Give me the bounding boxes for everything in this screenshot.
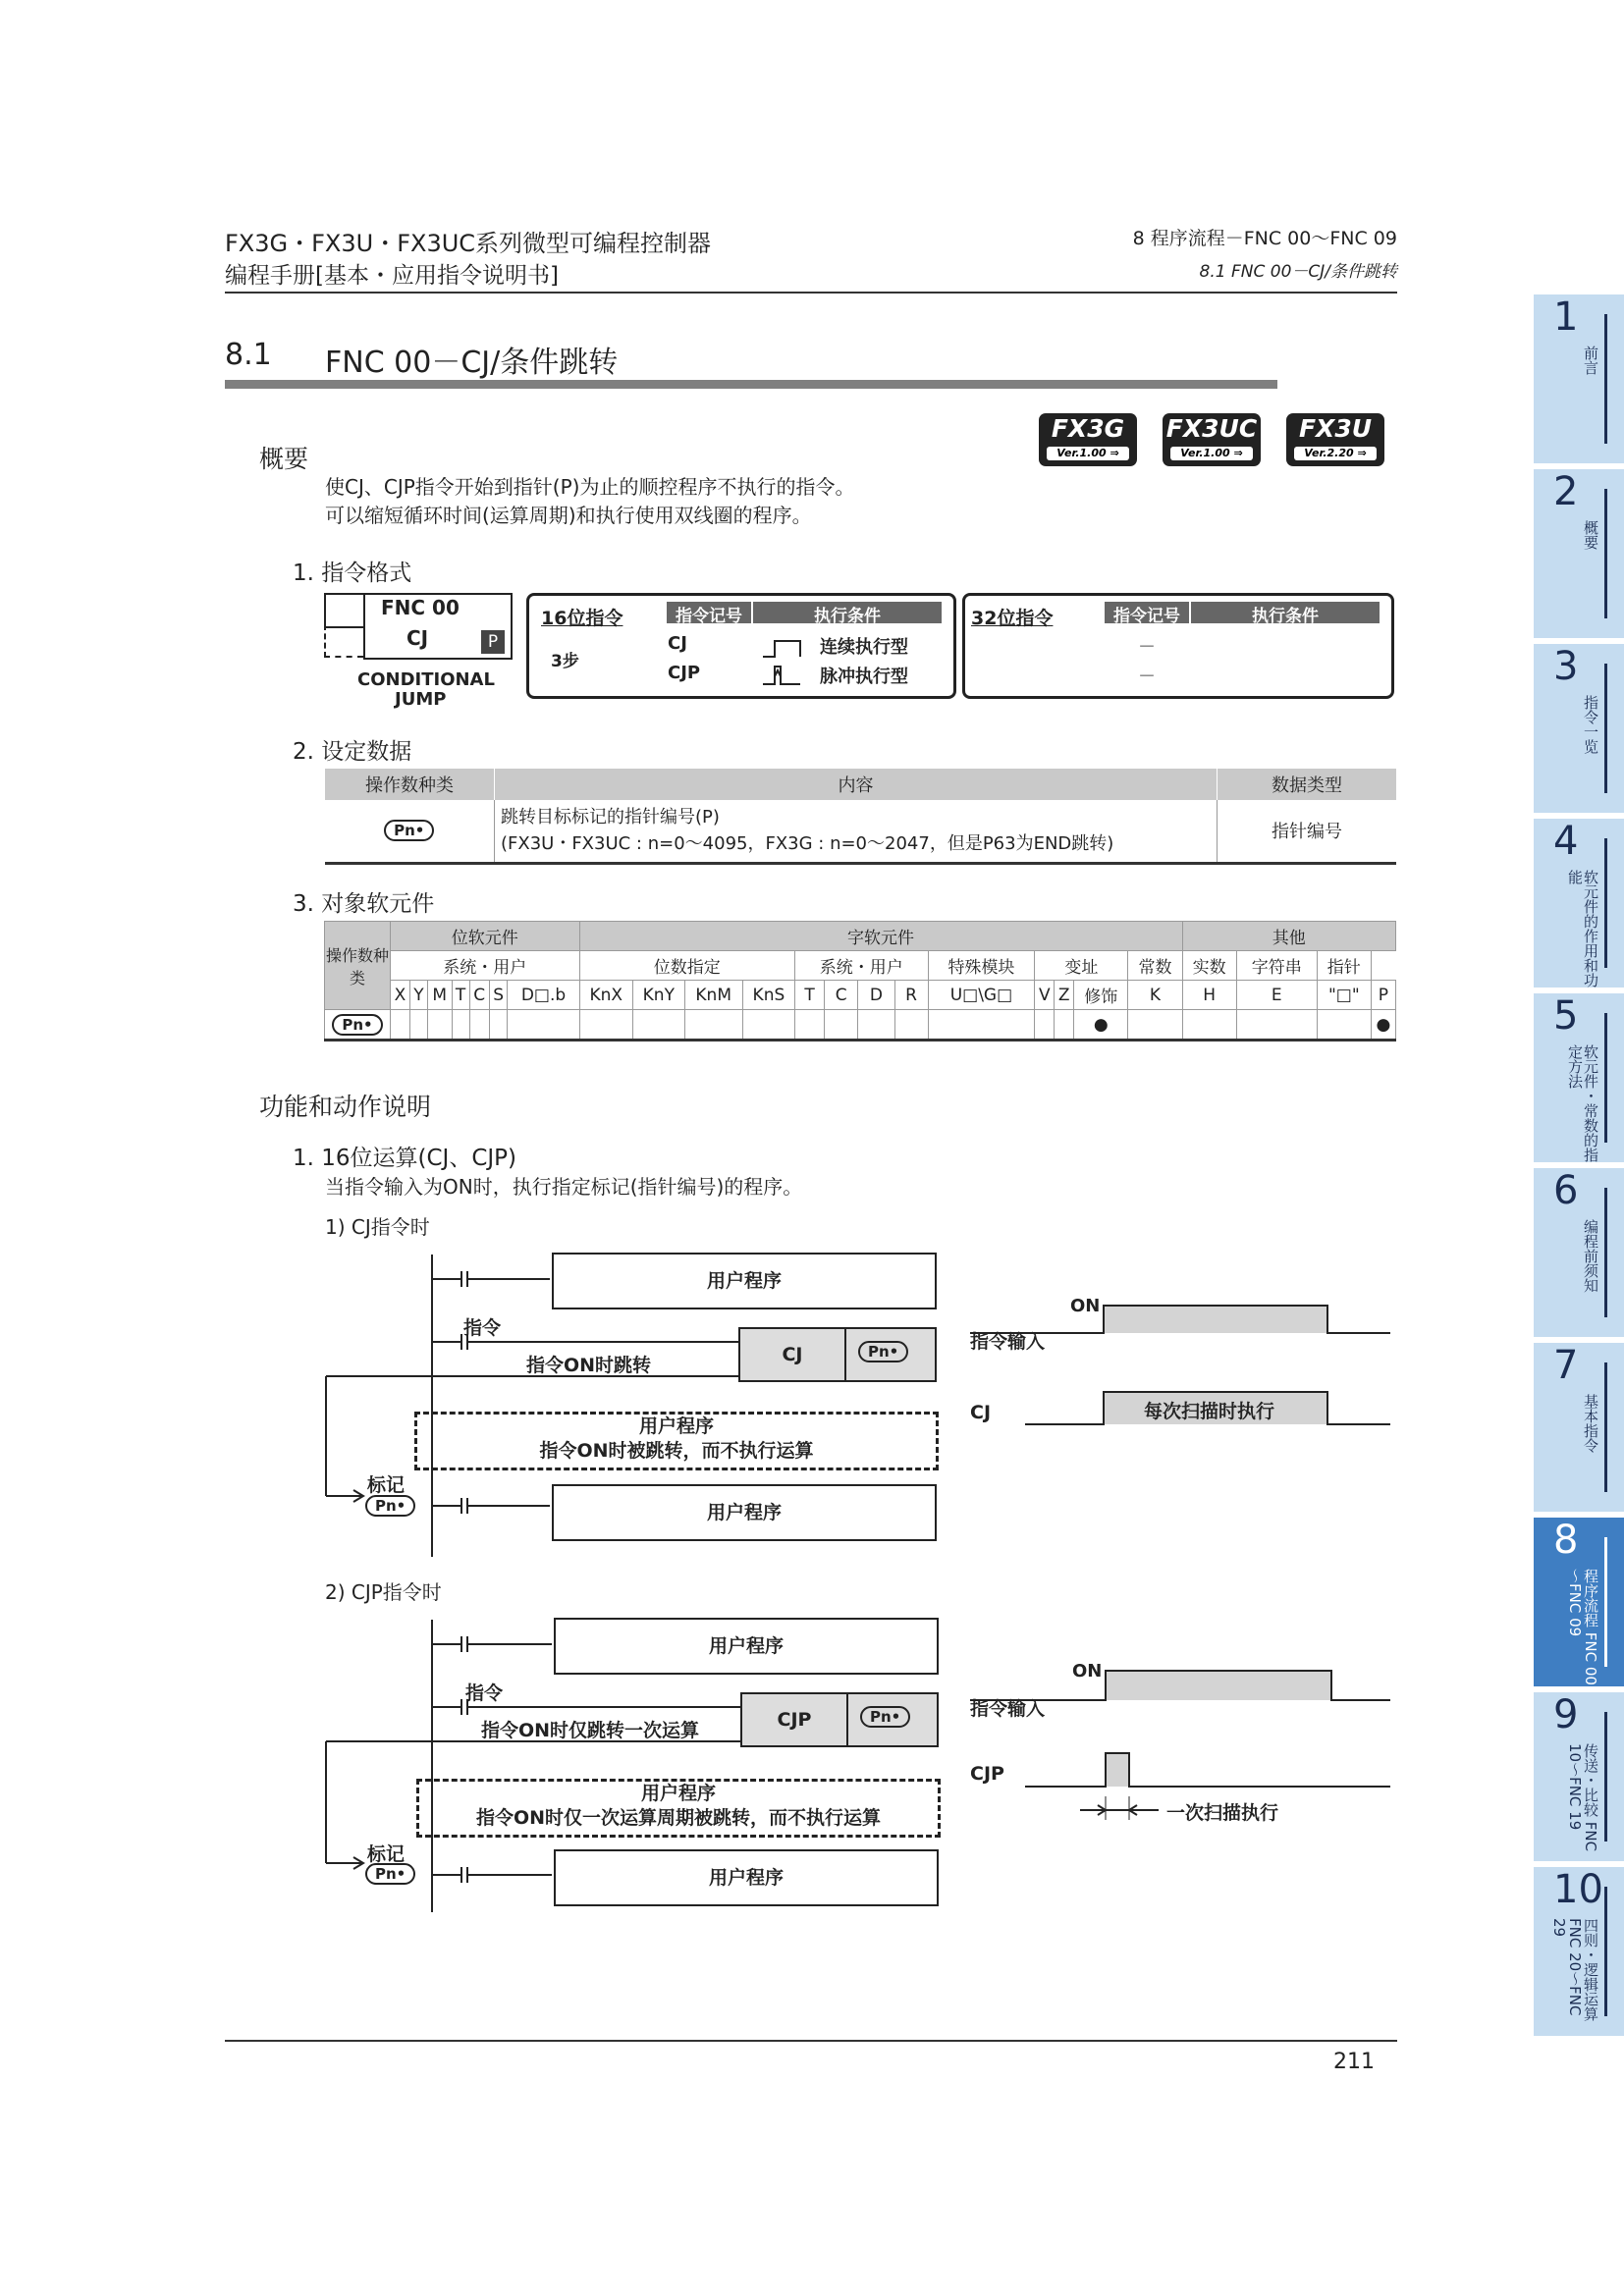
device-mark	[1236, 1010, 1317, 1041]
tab-bar	[1604, 1188, 1607, 1317]
tab-chapter-9[interactable]	[1534, 1692, 1624, 1861]
device-mark	[825, 1010, 858, 1041]
cj-operand: Pn•	[858, 1341, 908, 1362]
format-heading: 1. 指令格式	[293, 561, 412, 586]
device-col: 修饰	[1074, 981, 1128, 1010]
device-mark	[1182, 1010, 1236, 1041]
tab-bar	[1604, 1887, 1607, 2016]
setdata-content2: (FX3U・FX3UC : n=0～4095，FX3G : n=0～2047，但是P63为END跳转)	[501, 833, 1114, 855]
bit32-col2: 执行条件	[1191, 602, 1380, 623]
bit16-col1: 指令记号	[667, 602, 751, 623]
header-chapter: 8 程序流程－FNC 00～FNC 09	[1132, 228, 1397, 249]
device-mark	[928, 1010, 1035, 1041]
function-desc: 当指令输入为ON时，执行指定标记(指针编号)的程序。	[325, 1175, 803, 1199]
function-sub1: 1. 16位运算(CJ、CJP)	[293, 1146, 517, 1171]
device-mark: ●	[1371, 1010, 1395, 1041]
name-line1: CONDITIONAL	[357, 669, 495, 690]
bit16-title: 16位指令	[541, 608, 623, 629]
device-col: "□"	[1317, 981, 1371, 1010]
device-sub: 字符串	[1236, 951, 1317, 981]
badge-fx3g: FX3G Ver.1.00 ⇒	[1039, 413, 1137, 466]
instruction-label: 指令	[465, 1682, 504, 1704]
tab-chapter-2[interactable]	[1534, 469, 1624, 638]
device-sub: 系统・用户	[391, 951, 580, 981]
tab-number: 6	[1553, 1168, 1579, 1213]
device-mark	[409, 1010, 427, 1041]
devices-heading: 3. 对象软元件	[293, 891, 435, 917]
device-col: Z	[1055, 981, 1074, 1010]
device-col: C	[825, 981, 858, 1010]
tab-bar	[1604, 489, 1607, 618]
tab-label: 软元件的作用和功能	[1566, 870, 1599, 988]
tab-chapter-4[interactable]	[1534, 819, 1624, 988]
overview-line2: 可以缩短循环时间(运算周期)和执行使用双线圈的程序。	[325, 504, 812, 527]
cjp-operand: Pn•	[860, 1706, 910, 1728]
setdata-h2: 内容	[495, 769, 1218, 800]
tab-number: 9	[1553, 1692, 1579, 1737]
device-sub: 实数	[1182, 951, 1236, 981]
mnemonic: CJ	[406, 626, 429, 650]
tab-chapter-7[interactable]	[1534, 1343, 1624, 1512]
device-rowhead: 操作数种类	[325, 922, 391, 1010]
skipped-line1: 用户程序	[638, 1415, 714, 1437]
device-mark	[489, 1010, 508, 1041]
bit16-col2: 执行条件	[753, 602, 942, 623]
setdata-table	[324, 769, 1396, 865]
skipped-program	[416, 1779, 941, 1838]
device-col: S	[489, 981, 508, 1010]
device-mark	[508, 1010, 579, 1041]
device-mark	[1055, 1010, 1074, 1041]
tab-chapter-6[interactable]	[1534, 1168, 1624, 1337]
tab-chapter-8[interactable]	[1534, 1518, 1624, 1686]
tab-number: 7	[1553, 1343, 1579, 1388]
device-mark	[684, 1010, 742, 1041]
tab-chapter-3[interactable]	[1534, 644, 1624, 813]
tab-number: 5	[1553, 993, 1579, 1039]
user-program-block: 用户程序	[552, 1253, 937, 1309]
device-col: V	[1035, 981, 1055, 1010]
label-text: 标记	[367, 1843, 406, 1865]
cj-cmd: CJ	[740, 1329, 846, 1380]
bit32-row1: －	[1138, 637, 1156, 658]
cjp-cmd: CJP	[742, 1694, 848, 1745]
device-mark	[742, 1010, 794, 1041]
device-mark	[858, 1010, 894, 1041]
user-program-after: 用户程序	[552, 1484, 937, 1541]
cjp-instruction-block	[740, 1692, 939, 1747]
tab-chapter-1[interactable]	[1534, 294, 1624, 463]
tab-bar	[1604, 1013, 1607, 1143]
setdata-type: 指针编号	[1218, 800, 1397, 863]
device-sub: 变址	[1035, 951, 1128, 981]
bit16-steps: 3步	[551, 652, 579, 671]
header-title: FX3G・FX3U・FX3UC系列微型可编程控制器	[225, 230, 712, 257]
device-mark	[469, 1010, 489, 1041]
section-bar	[225, 380, 1277, 389]
tab-bar	[1604, 664, 1607, 793]
tab-number: 8	[1553, 1518, 1579, 1563]
bit16-cond1: 连续执行型	[820, 637, 908, 658]
device-mark	[452, 1010, 469, 1041]
device-col: D□.b	[508, 981, 579, 1010]
label-text: 标记	[367, 1474, 406, 1496]
bit16-cj: CJ	[668, 633, 687, 654]
device-col: T	[794, 981, 824, 1010]
label-pointer: Pn•	[365, 1863, 415, 1885]
setdata-heading: 2. 设定数据	[293, 739, 412, 765]
tab-label: 程序流程 FNC 00～FNC 09	[1566, 1569, 1599, 1685]
device-col: P	[1371, 981, 1395, 1010]
cj-instruction-block	[738, 1327, 937, 1382]
badge-fx3u: FX3U Ver.2.20 ⇒	[1286, 413, 1384, 466]
device-mark	[1035, 1010, 1055, 1041]
device-mark	[427, 1010, 452, 1041]
overview-heading: 概要	[259, 445, 309, 473]
name-line2: JUMP	[395, 689, 447, 710]
pulse-mark: P	[481, 630, 505, 654]
tab-bar	[1604, 314, 1607, 444]
device-mark	[1317, 1010, 1371, 1041]
case1-heading: 1) CJ指令时	[325, 1215, 430, 1239]
device-group-other: 其他	[1182, 922, 1395, 951]
device-col: D	[858, 981, 894, 1010]
device-col: Y	[409, 981, 427, 1010]
device-col: M	[427, 981, 452, 1010]
device-col: KnS	[742, 981, 794, 1010]
once-scan-label: 一次扫描执行	[1166, 1802, 1279, 1824]
device-col: T	[452, 981, 469, 1010]
device-col: U□\G□	[928, 981, 1035, 1010]
header-divider	[225, 292, 1397, 294]
device-mark	[794, 1010, 824, 1041]
bit16-box	[526, 593, 956, 699]
timing-input-label: 指令输入	[970, 1698, 1046, 1720]
header-subtitle: 编程手册[基本・应用指令说明书]	[225, 263, 559, 289]
device-col: KnM	[684, 981, 742, 1010]
device-col: H	[1182, 981, 1236, 1010]
skipped-program	[414, 1412, 939, 1470]
bit32-title: 32位指令	[971, 608, 1054, 629]
user-program-after: 用户程序	[554, 1849, 939, 1906]
device-sub: 指针	[1317, 951, 1371, 981]
tab-label: 基本指令	[1582, 1394, 1599, 1453]
device-mark	[633, 1010, 685, 1041]
tab-bar	[1604, 838, 1607, 968]
tab-number: 10	[1553, 1867, 1603, 1912]
tab-label: 概要	[1582, 520, 1599, 550]
badge-fx3uc: FX3UC Ver.1.00 ⇒	[1163, 413, 1261, 466]
tab-label: 编程前须知	[1582, 1219, 1599, 1293]
device-col: X	[391, 981, 410, 1010]
jump-note: 指令ON时跳转	[526, 1355, 652, 1376]
cjp-diagram	[314, 1610, 1414, 1924]
bit32-box	[962, 593, 1394, 699]
device-col: KnY	[633, 981, 685, 1010]
tab-number: 4	[1553, 819, 1579, 864]
device-sub: 常数	[1128, 951, 1182, 981]
pointer-operand: Pn•	[332, 1014, 382, 1036]
case2-heading: 2) CJP指令时	[325, 1580, 442, 1604]
jump-note: 指令ON时仅跳转一次运算	[481, 1720, 700, 1741]
device-mark	[579, 1010, 633, 1041]
section-title: FNC 00－CJ/条件跳转	[325, 346, 619, 380]
function-heading: 功能和动作说明	[259, 1093, 432, 1121]
bit32-col1: 指令记号	[1105, 602, 1189, 623]
tab-label: 四则・逻辑运算 FNC 20～FNC 29	[1550, 1918, 1599, 2021]
device-col: C	[469, 981, 489, 1010]
header-section: 8.1 FNC 00－CJ/条件跳转	[1199, 262, 1397, 282]
timing-cjp-label: CJP	[970, 1763, 1004, 1785]
timing-on-label: ON	[1070, 1296, 1101, 1316]
overview-line1: 使CJ、CJP指令开始到指针(P)为止的顺控程序不执行的指令。	[325, 475, 855, 499]
tab-number: 1	[1553, 294, 1579, 340]
fnc-code: FNC 00	[381, 596, 460, 619]
device-col: K	[1128, 981, 1182, 1010]
timing-on-label: ON	[1072, 1661, 1103, 1682]
tab-bar	[1604, 1362, 1607, 1492]
device-mark	[894, 1010, 928, 1041]
instruction-symbol	[324, 593, 513, 711]
device-sub: 系统・用户	[794, 951, 928, 981]
timing-cj-label: CJ	[970, 1402, 992, 1423]
timing-input-label: 指令输入	[970, 1331, 1046, 1353]
tab-label: 前言	[1582, 346, 1599, 375]
setdata-h3: 数据类型	[1218, 769, 1397, 800]
skipped-line2: 指令ON时仅一次运算周期被跳转，而不执行运算	[475, 1807, 882, 1829]
setdata-h1: 操作数种类	[325, 769, 495, 800]
tab-chapter-10[interactable]	[1534, 1867, 1624, 2036]
bit16-cond2: 脉冲执行型	[820, 667, 908, 687]
tab-label: 传送・比较 FNC 10～FNC 19	[1566, 1743, 1599, 1852]
bit16-cjp: CJP	[668, 663, 701, 683]
device-sub: 位数指定	[579, 951, 794, 981]
instruction-label: 指令	[463, 1317, 502, 1339]
device-col: E	[1236, 981, 1317, 1010]
user-program-block: 用户程序	[554, 1618, 939, 1675]
tab-number: 3	[1553, 644, 1579, 689]
tab-chapter-5[interactable]	[1534, 993, 1624, 1162]
label-pointer: Pn•	[365, 1495, 415, 1517]
device-sub: 特殊模块	[928, 951, 1035, 981]
device-table	[324, 921, 1396, 1041]
setdata-content1: 跳转目标标记的指针编号(P)	[501, 807, 720, 828]
device-mark: ●	[1074, 1010, 1128, 1041]
device-mark	[1128, 1010, 1182, 1041]
tab-bar	[1604, 1537, 1607, 1667]
skipped-line1: 用户程序	[640, 1783, 716, 1804]
device-mark	[391, 1010, 410, 1041]
tab-bar	[1604, 1712, 1607, 1842]
footer-divider	[225, 2040, 1397, 2042]
page-number: 211	[1333, 2050, 1375, 2074]
skipped-line2: 指令ON时被跳转，而不执行运算	[539, 1440, 814, 1462]
device-col: KnX	[579, 981, 633, 1010]
tab-number: 2	[1553, 469, 1579, 514]
bit32-row2: －	[1138, 667, 1156, 687]
pointer-operand: Pn•	[384, 820, 434, 841]
device-col: R	[894, 981, 928, 1010]
each-scan-label: 每次扫描时执行	[1144, 1401, 1275, 1422]
cj-diagram	[314, 1245, 1414, 1569]
device-group-word: 字软元件	[579, 922, 1182, 951]
section-number: 8.1	[225, 338, 272, 372]
device-group-bit: 位软元件	[391, 922, 580, 951]
tab-label: 指令一览	[1582, 695, 1599, 754]
pulse-wave-icon	[761, 635, 810, 690]
tab-label: 软元件・常数的指定方法	[1566, 1044, 1599, 1162]
